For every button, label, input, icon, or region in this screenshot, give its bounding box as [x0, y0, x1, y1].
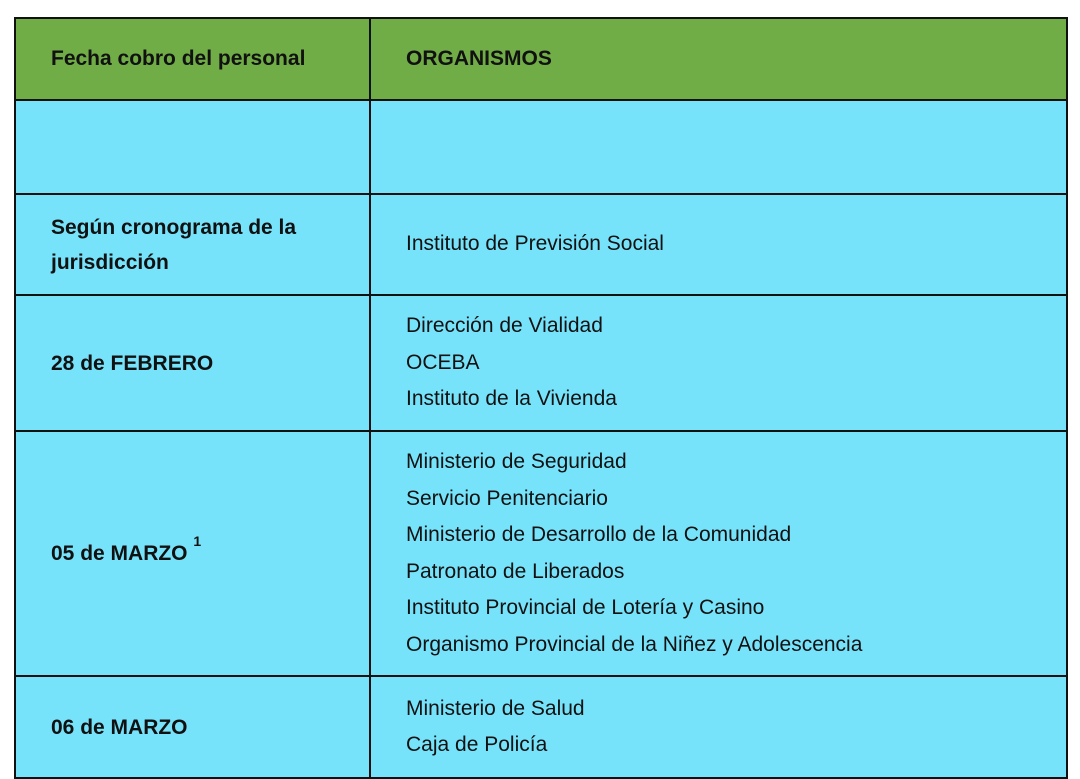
orgs-cell: [370, 100, 1067, 194]
table-row: [15, 295, 1067, 431]
org-name: Ministerio de Seguridad: [406, 450, 627, 473]
org-name: Ministerio de Salud: [406, 696, 585, 720]
org-name: Instituto Provincial de Lotería y Casino: [406, 596, 765, 619]
date-cell: 28 de FEBRERO: [15, 295, 370, 431]
date-cell: 06 de MARZO: [15, 676, 370, 778]
table-row: [15, 100, 1067, 194]
header-date: Fecha cobro del personal: [15, 18, 370, 100]
org-name: Instituto de Previsión Social: [406, 232, 664, 256]
orgs-cell: [370, 676, 1067, 778]
orgs-cell: [370, 431, 1067, 676]
payment-schedule-table: [14, 17, 1068, 779]
header-organismos: ORGANISMOS: [370, 18, 1067, 100]
orgs-cell: [370, 194, 1067, 295]
org-name: Servicio Penitenciario: [406, 486, 608, 510]
footnote-marker: 1: [193, 533, 202, 549]
org-name: Caja de Policía: [406, 733, 548, 756]
table-row: [15, 194, 1067, 295]
table-row: [15, 431, 1067, 676]
org-name: Ministerio de Desarrollo de la Comunidad: [406, 523, 792, 546]
table-row: [15, 676, 1067, 778]
date-text: 05 de MARZO: [51, 542, 188, 565]
header-row: [15, 18, 1067, 100]
date-cell: [15, 431, 370, 676]
org-name: Patronato de Liberados: [406, 559, 625, 583]
orgs-cell: [370, 295, 1067, 431]
org-name: Dirección de Vialidad: [406, 314, 603, 338]
date-cell: [15, 100, 370, 194]
org-name: Instituto de la Vivienda: [406, 387, 617, 411]
date-cell: Según cronograma de la jurisdicción: [15, 194, 370, 295]
org-name: Organismo Provincial de la Niñez y Adolescencia: [406, 632, 863, 656]
org-name: OCEBA: [406, 350, 480, 374]
